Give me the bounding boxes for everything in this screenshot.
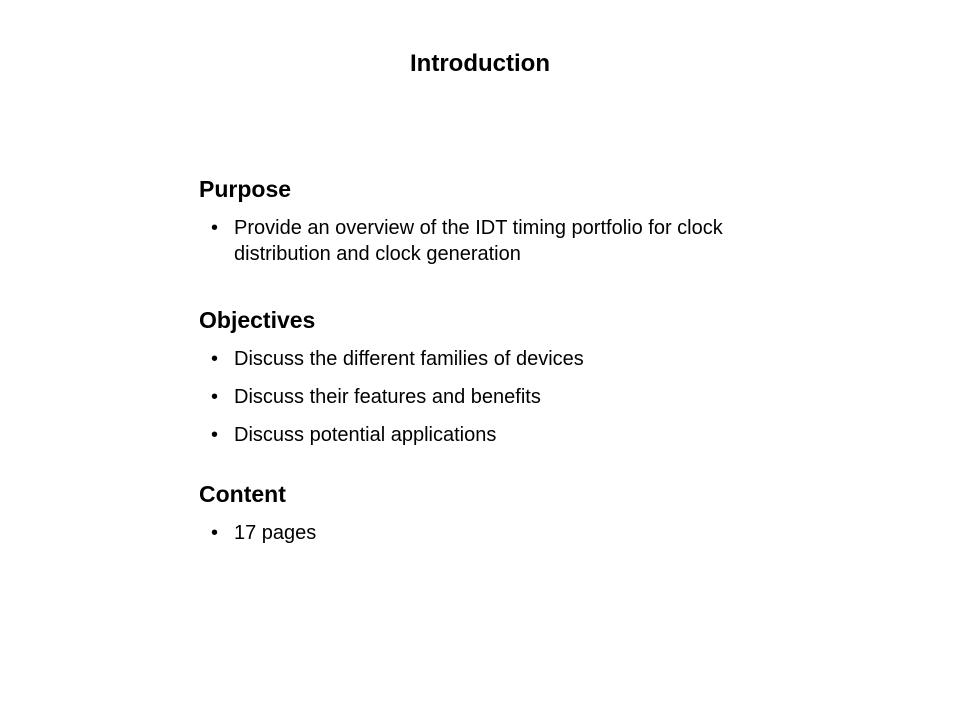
- objectives-bullet-text: Discuss potential applications: [234, 424, 497, 446]
- content-bullet-item: [199, 520, 774, 546]
- bullet-icon: •: [211, 348, 219, 370]
- objectives-bullet-item: [199, 422, 774, 448]
- objectives-bullet-item: [199, 384, 774, 410]
- bullet-icon: •: [211, 217, 219, 239]
- content-bullet-list: [199, 520, 799, 546]
- purpose-bullet-text: Provide an overview of the IDT timing portfolio for clock distribution and clock generation: [234, 217, 723, 265]
- purpose-section: [199, 175, 799, 267]
- objectives-bullet-text: Discuss their features and benefits: [234, 386, 541, 408]
- purpose-heading: Purpose: [199, 176, 292, 202]
- slide-title: Introduction: [410, 50, 550, 77]
- bullet-icon: •: [211, 522, 219, 544]
- purpose-bullet-list: [199, 215, 799, 267]
- objectives-bullet-list: [199, 346, 799, 448]
- bullet-icon: •: [211, 424, 219, 446]
- content-section: [199, 480, 799, 546]
- objectives-section: [199, 306, 799, 448]
- objectives-heading: Objectives: [199, 307, 316, 333]
- content-heading: Content: [199, 481, 286, 507]
- objectives-bullet-item: [199, 346, 774, 372]
- purpose-bullet-item: [199, 215, 774, 267]
- content-bullet-text: 17 pages: [234, 522, 317, 544]
- bullet-icon: •: [211, 386, 219, 408]
- objectives-bullet-text: Discuss the different families of devices: [234, 348, 584, 370]
